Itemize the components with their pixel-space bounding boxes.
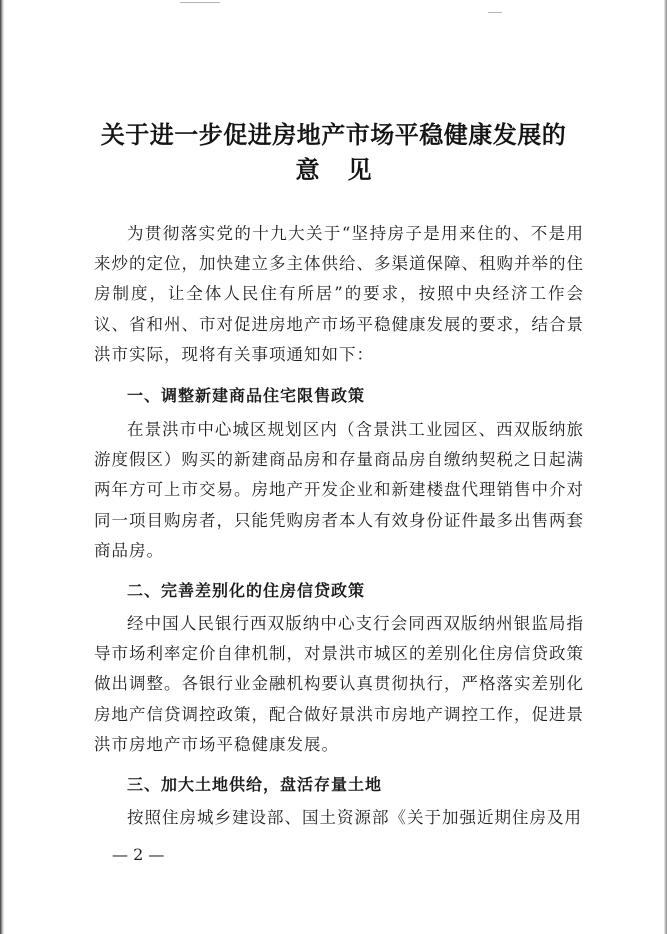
section-heading-3: 三、加大土地供给，盘活存量土地	[127, 775, 383, 794]
page-number: — 2 —	[112, 845, 165, 864]
document-title-line2: 意见	[295, 155, 400, 184]
intro-paragraph: 为贯彻落实党的十九大关于“坚持房子是用来住的、不是用来炒的定位，加快建立多主体供给、多渠道保障、租购并举的住房制度，让全体人民住有所居”的要求，按照中央经济工作会议、省和州、市对促进房地产市场平稳健康发展的要求，结合景洪市实际，现将有关事项通知如下：	[94, 224, 584, 364]
section-heading-1: 一、调整新建商品住宅限售政策	[127, 386, 366, 405]
section-body-2: 经中国人民银行西双版纳中心支行会同西双版纳州银监局指导市场利率定价自律机制，对景洪市城区的差别化住房信贷政策做出调整。各银行业金融机构要认真贯彻执行，严格落实差别化房地产信贷调控政策，配合做好景洪市房地产调控工作，促进景洪市房地产市场平稳健康发展。	[94, 614, 584, 754]
section-body-3: 按照住房城乡建设部、国土资源部《关于加强近期住房及用	[127, 808, 582, 827]
section-body-1: 在景洪市中心城区规划区内（含景洪工业园区、西双版纳旅游度假区）购买的新建商品房和存量商品房自缴纳契税之日起满两年方可上市交易。房地产开发企业和新建楼盘代理销售中介对同一项目购房者，只能凭购房者本人有效身份证件最多出售两套商品房。	[94, 420, 584, 560]
scan-edge-left	[0, 0, 4, 934]
section-heading-2: 二、完善差别化的住房信贷政策	[127, 581, 366, 600]
scan-speck	[488, 12, 502, 13]
scan-speck	[180, 2, 220, 3]
document-title-line1: 关于进一步促进房地产市场平稳健康发展的	[100, 120, 567, 149]
